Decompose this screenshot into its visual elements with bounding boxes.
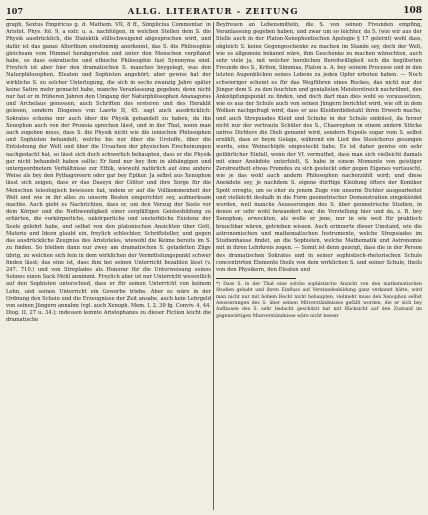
left-column-text: graph, Sextus Empiricus g. d. Mathem. VII, 8 ff., Simplicius Commentar. in Aristot. Phys. fol. 9, a extr. u. a. nachfolgen, in welchen Stellen dem S. die Physik ausdrücklich, die Dialektik stillschweigend abgesprochen wird, und dafür ist das ganze Alterthum einstimmig anerkennt, das S. die Philosophie gleichsam vom Himmel herabgerufen und unter den Menschen verpflanzt habe, so dass sokratische und ethische Philosophie fast Synonyma sind. Freylich ist aber hier den dramatischen S. manches beygelegt, was den Naturphilosophen, Eleaten und Sophisten angehört; aber gewiss hat der wirkliche S. zu solcher Unterlegung, die sich in sechs zwanzig Jahre später keine Satire mehr gemacht habe, manche Veranlassung gegeben; denn nicht nur hat er in früheren Jahren den Umgang der Naturphilosophen Anaxagoras und Archelaus genossen, auch Schriften des ersteren und des Heraklit gelesen, sondern Diogenes von Laerte II, 45. sagt auch ausdrücklich: Sokrates scheine mir auch über die Physik gehandelt zu haben, da ihn Xenophon auch von der Pronoia sprechen lässt, und in der That, wenn man auch zugeben muss, dass S. die Physik nicht wie die ionischen Philosophen und Sophisten behandelt, welche bis nur über die Urstoffe, über die Entstehung der Welt und über die Ursachen der physischen Erscheinungen nachgedacht hat, so lässt sich doch schwerlich behaupten, dass er die Physik gar nicht behandelt haben sollte; Er fand nur bey ihm in abhängigen und untergeordnetem Verhältnisse zur Ethik, wiewohl natürlich auf eine andere Weise als bey den Pythagoreern oder gar bey Epikur. Ja selbst aus Xenophon lässt sich zeigen, dass er das Daseyn der Götter und ihre Sorge für die Menschen teleologisch bewiesen hat, indem er auf die Vollkommenheit der Welt und wie in ihr alles zu unserm Besten eingerichtet sey, aufmerksam machte. Auch giebt es Nachrichten, dass er, um den Vorzug der Seele vor dem Körper und die Nothwendigkeit einer sorgfältigen Geistesbildung zu erhärten, die vorkörperliche, unkörperliche und unsterbliche Existenz der Seele gelehrt habe, und selbst von den platonischen Ansichten über Gott, Materie und Ideen glaubt ein, freylich schlechter, Schriftsteller, und gegen das ausdrückliche Zeugniss des Aristoteles, wiewohl die Keime bereits im S. zu finden. So bleiben dann nur zwey am dramatischen S. getadelten Züge übrig, zu welchen sich fein in dem wirklichen der Vermittelungspunkt schwer finden lässt; das eine ist, dass ihm bei seinen Unterricht bezahlen lässt (v. 247. 710.) und von Streplades als Honorar für die Unterweisung seines Sohnes einen Sack Mehl annimmt. Freylich aber ist nur Unterricht wesentlich auf den Sophisten unterschied, dass er für seinen Unterricht von keinem Lohn, und seinen Unterricht ein Gewerbe triebe. Aber es wäre in der Ordnung den Schein und die Erzeugnisse der Zeit ansahe, auch kein Lehrgeld von seinen Jüngern annahm (vgl. auch Xenoph. Mem. I, 2, 39 fg. Conviv. 4, 44. Diog. II, 27 u. 34.); indessen konnte Aristophanes zu dieser Fiction leicht die dramatische [6,22,211,324]
page-header [6,4,422,18]
footnote [216,282,422,320]
footnote-rule [216,278,296,279]
journal-title: ALLG. LITERATUR - ZEITUNG [127,6,299,16]
footnote-text: Dass S. in der That eine solche sophistische Ansicht von den mathematischen Studien gehabt und ihren Einfluss auf Verstandesbildung ganz verkannt hätte, wird man nicht nur mit hohem Recht nicht behaupten, vielmehr muss den Xenophon selbst Aeusserungen des S. über seinen Mitverständnisses gefällt worden, die er sich bey Auffassen des S. sehr bedacht geschätzt hat mit Rücksicht auf den Zustand im gegenwärtigen Missverständnisse wäre nicht besser [216,282,422,319]
page-number-left: 107 [6,6,24,16]
column-divider [213,22,214,510]
header-rule [6,19,422,20]
footnote-marker: *) [216,282,221,288]
page-number-right: 108 [403,6,422,16]
right-column [216,22,422,510]
left-column [6,22,211,510]
right-column-text: Beyfreuen an Lebensmitteln, die S. von seinen Freunden empfing, Veranlassung gegeben haben, und zwar um so leichter, da S. (wie wir aus der Stelle auch in der Platon-Xenophontischen Apologie § 17 gelernt) wohl dass, obgleich S. keine Gegengeschenke zu machen im Stande sey, doch der Welt, wie es allgemein bekannt wäre, ihm Geschenke zu machen wünschten, auch sehr viele ja, mit welcher herzlichen Bereitwilligkeit sich die begüterten Freunde des S., Kriton, Simmias, Platon u. A. bey seinem Processe und in den letzten Augenblicken seines Lebens zu jeden Opfer erboten haben. — Noch schwieriger scheint es für das Wegführen eines Rockes, das nicht nur der Jünger dem S. zu den feuchten und genialisten Meisterstreich nachrühmt, den Anknüpfungspunkt zu finden, und doch darf man dies wohl so voraussetzen, wie es aus der Schule auch von seinen Jüngern berichtet wird, wie oft in dem Wolken nachgefragt wird, dass er aus Kleiderdiebstahl ihren Erwerb mache, und auch Strepsiades Kleid und Schuhe in der Schule einbüsst, da ferner nicht nur der vertraute Schüler des S., Chaerephon in einem andern Stücke unfres Dichters die Dieb genannt wird, sondern Eupolis sogar vom S. selbst erzählt, dass er beym Gelage, während ein Lied des Stesichorus gesungen wurde, eine Weinschöpfe eingesteckt habe. Es ist daher gewiss ein sehr gefährlicher Einfall, wenn der Vf. vermuthet, dass man sich vielleicht damals mit einer Anekdote unterhielt, S. habe in einem Momente von geistiger Zerstreutheit etwas Fremdes zu sich gesteckt oder gegen Eigenes vertauscht, wie je das wohl auch andern Philosophen nacherzählt wird; und diese Anekdote sey, je nachdem S. eigene dürftige Kleidung öfters der Komiker Spott erregte, um so eher zu jenem Zuge von unserm Dichter ausgearbeitet und vielleicht deshalb in die Form geometrischer Demonstration eingekleidet worden, weil manche Aeusserungen des S. über geometrische Studien, in denen er sehr wohl bewandert war, die Vorstellung hier und da, z. B. bey Xenophon, erweckten, als wolle er jene, nur in wie weit für praktisch brauchbar wären, getrieben wissen. Auch erinnerte dieser Umstand, wie die astronomischen und mathematischen Instrumente, welche Strepsiades im Studienhause findet, an die Sophisten, welche Mathematik und Astronomie mit in ihren Lehrkreis zogen. — Somit ist denn gezeigt, dass die in der Person des dramatischen Sokrates und in seiner sophistisch-rhetorischen Schule concentrirten Elemente theils von dem wirklichen S. und seiner Schule, theils von den Physikern, den Eleaten und [216,22,422,273]
